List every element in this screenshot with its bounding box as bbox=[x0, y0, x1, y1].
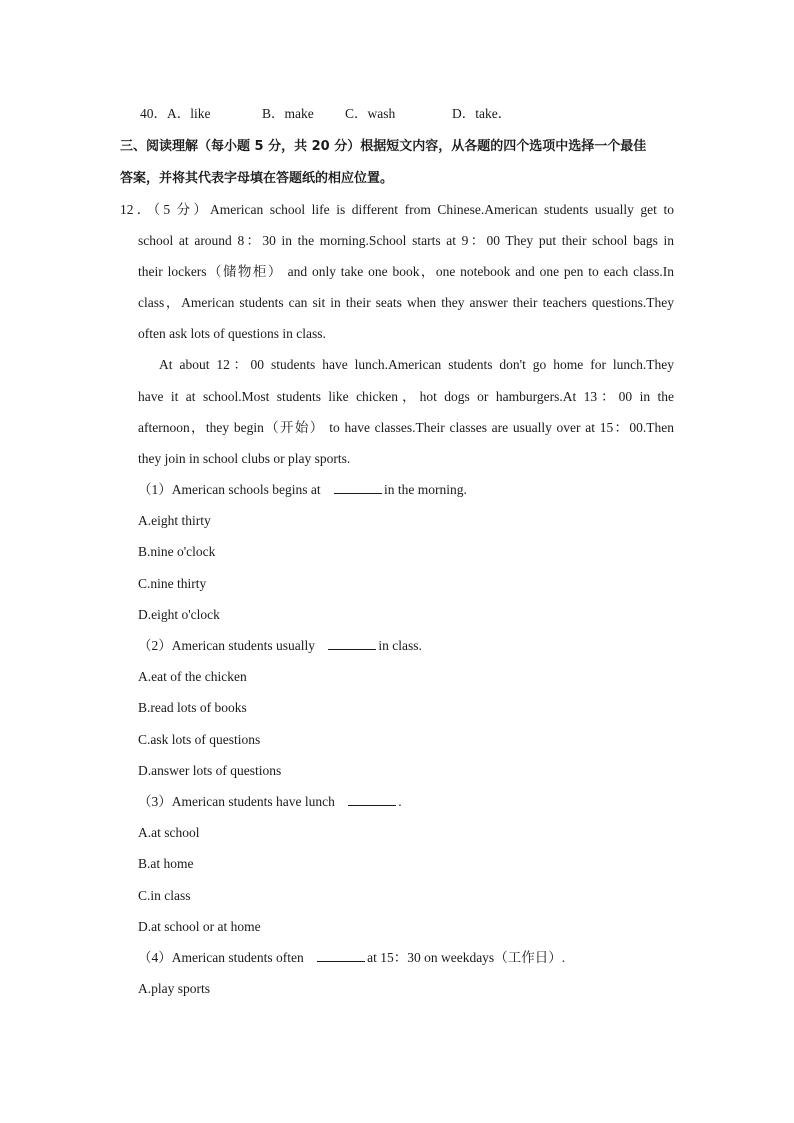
passage-p2-line1: At about 12：00 students have lunch.American students don't go home for lunch.They bbox=[159, 357, 674, 372]
section-heading-line2: 答案，并将其代表字母填在答题纸的相应位置。 bbox=[120, 171, 394, 186]
q40-number: 40． bbox=[140, 106, 167, 121]
question-2-stem bbox=[138, 637, 422, 655]
question-2-stem-tail: in class. bbox=[378, 638, 422, 653]
question-4-stem-tail: at 15：30 on weekdays（工作日）. bbox=[367, 950, 566, 965]
section-heading-line1: 三、阅读理解（每小题 5 分，共 20 分）根据短文内容，从各题的四个选项中选择一个最佳 bbox=[120, 139, 647, 154]
passage-p1-line1: 12．（5 分）American school life is different from Chinese.American students usually get to bbox=[120, 202, 674, 217]
question-2-option-d: D.answer lots of questions bbox=[138, 763, 282, 778]
question-2-option-a: A.eat of the chicken bbox=[138, 669, 247, 684]
question-1-stem bbox=[138, 481, 467, 499]
passage-p1-line2: school at around 8：30 in the morning.School starts at 9：00 They put their school bags in bbox=[138, 233, 674, 248]
passage-p2-line2: have it at school.Most students like chicken，hot dogs or hamburgers.At 13：00 in the bbox=[138, 389, 674, 404]
passage-p1-line3: their lockers（储物柜） and only take one book，one notebook and one pen to each class.In bbox=[138, 264, 674, 279]
question-3-option-c: C.in class bbox=[138, 888, 191, 903]
question-1-stem-text: （1）American schools begins at bbox=[138, 482, 321, 497]
question-4-stem bbox=[138, 949, 565, 967]
q40-option-a: A．like bbox=[167, 106, 211, 121]
question-3-option-d: D.at school or at home bbox=[138, 919, 261, 934]
q40-option-c: C．wash bbox=[345, 106, 396, 121]
passage-p1-line4: class，American students can sit in their seats when they answer their teachers questions.They bbox=[138, 295, 674, 310]
question-2-option-b: B.read lots of books bbox=[138, 700, 247, 715]
q40-row bbox=[140, 105, 211, 123]
question-1-option-d: D.eight o'clock bbox=[138, 607, 220, 622]
answer-blank bbox=[348, 793, 396, 806]
question-1-option-b: B.nine o'clock bbox=[138, 544, 216, 559]
answer-blank bbox=[328, 637, 376, 650]
passage-p2-line3: afternoon，they begin（开始） to have classes.Their classes are usually over at 15：00.Then bbox=[138, 420, 674, 435]
question-4-option-a: A.play sports bbox=[138, 981, 210, 996]
question-4-stem-text: （4）American students often bbox=[138, 950, 304, 965]
question-2-option-c: C.ask lots of questions bbox=[138, 732, 261, 747]
question-2-stem-text: （2）American students usually bbox=[138, 638, 315, 653]
q40-option-d: D．take． bbox=[452, 106, 512, 121]
question-3-option-b: B.at home bbox=[138, 856, 194, 871]
passage-p2-line4: they join in school clubs or play sports. bbox=[138, 451, 351, 466]
question-3-stem-text: （3）American students have lunch bbox=[138, 794, 335, 809]
question-1-option-c: C.nine thirty bbox=[138, 576, 207, 591]
answer-blank bbox=[317, 949, 365, 962]
question-1-stem-tail: in the morning. bbox=[383, 482, 467, 497]
passage-p1-line5: often ask lots of questions in class. bbox=[138, 326, 326, 341]
question-3-stem bbox=[138, 793, 402, 811]
q40-option-b: B．make bbox=[262, 106, 314, 121]
question-3-option-a: A.at school bbox=[138, 825, 200, 840]
answer-blank bbox=[334, 481, 382, 494]
question-1-option-a: A.eight thirty bbox=[138, 513, 211, 528]
question-3-stem-tail: . bbox=[398, 794, 402, 809]
